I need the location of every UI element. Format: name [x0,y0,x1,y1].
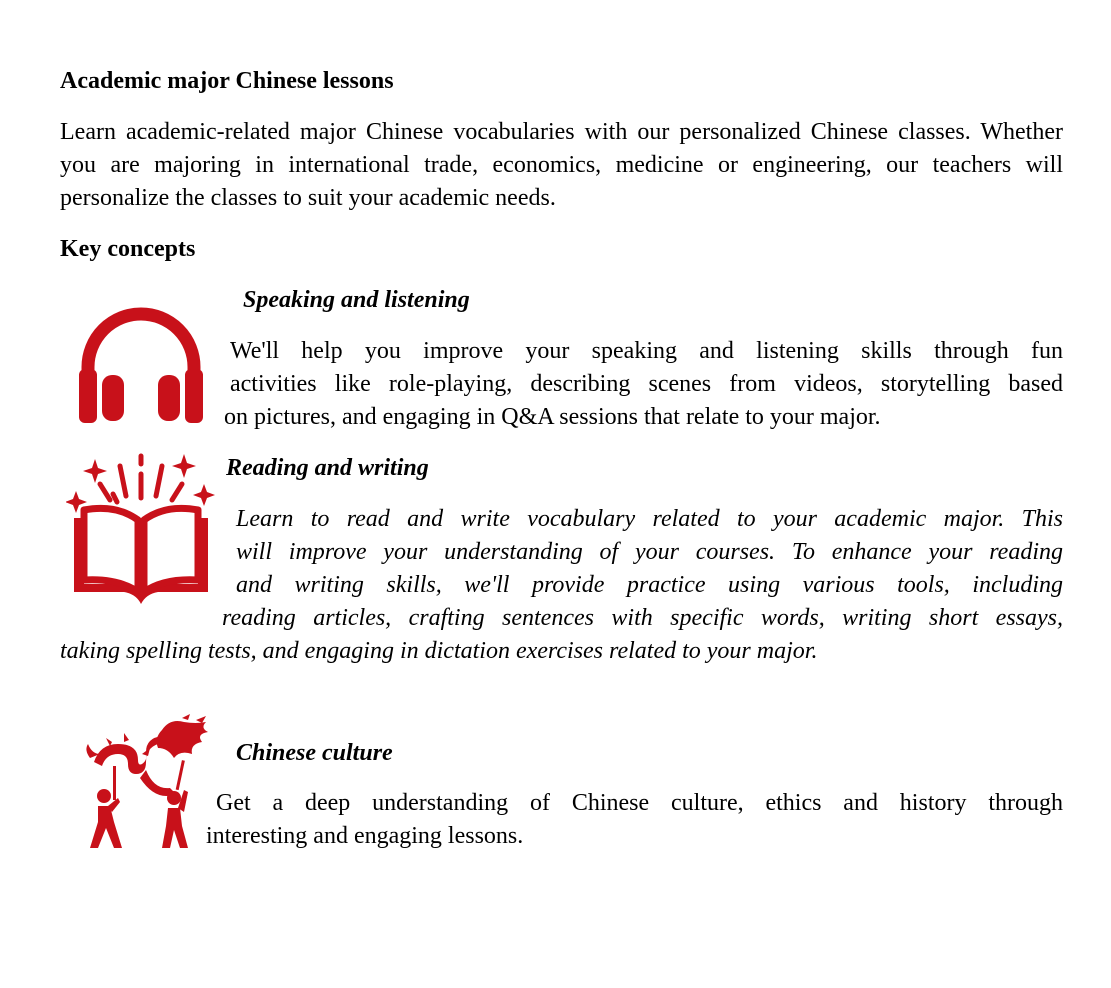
text-line: and writing skills, we'll provide practice using various tools, including [236,572,1063,598]
text-line: We'll help you improve your speaking and listening skills through fun [230,338,1063,364]
text-line: Get a deep understanding of Chinese culture, ethics and history through [216,790,1063,816]
speaking-listening-text [224,335,1063,434]
chinese-culture-text [206,787,1063,853]
dragon-dance-icon [84,714,216,850]
reading-writing-heading: Reading and writing [226,455,429,481]
text-line: on pictures, and engaging in Q&A sessions that relate to your major. [224,404,881,430]
chinese-culture-heading: Chinese culture [236,740,393,766]
speaking-listening-heading: Speaking and listening [243,287,470,313]
text-line: activities like role-playing, describing scenes from videos, storytelling based [230,371,1063,397]
key-concepts-heading: Key concepts [60,236,196,262]
text-line: taking spelling tests, and engaging in dictation exercises related to your major. [60,638,818,664]
text-line: Learn to read and write vocabulary related to your academic major. This [236,506,1063,532]
text-line: interesting and engaging lessons. [206,823,524,849]
text-line: will improve your understanding of your courses. To enhance your reading [236,539,1063,565]
text-line: reading articles, crafting sentences with specific words, writing short essays, [222,605,1063,631]
intro-paragraph: Learn academic-related major Chinese vocabularies with our personalized Chinese classes. Whether you are majoring in international trade, economics, medicine or engineering, our teachers will personalize the classes to suit your academic needs. [60,119,1063,211]
headphones-icon [76,305,206,425]
reading-writing-text [60,503,1063,668]
page-title: Academic major Chinese lessons [60,68,394,94]
